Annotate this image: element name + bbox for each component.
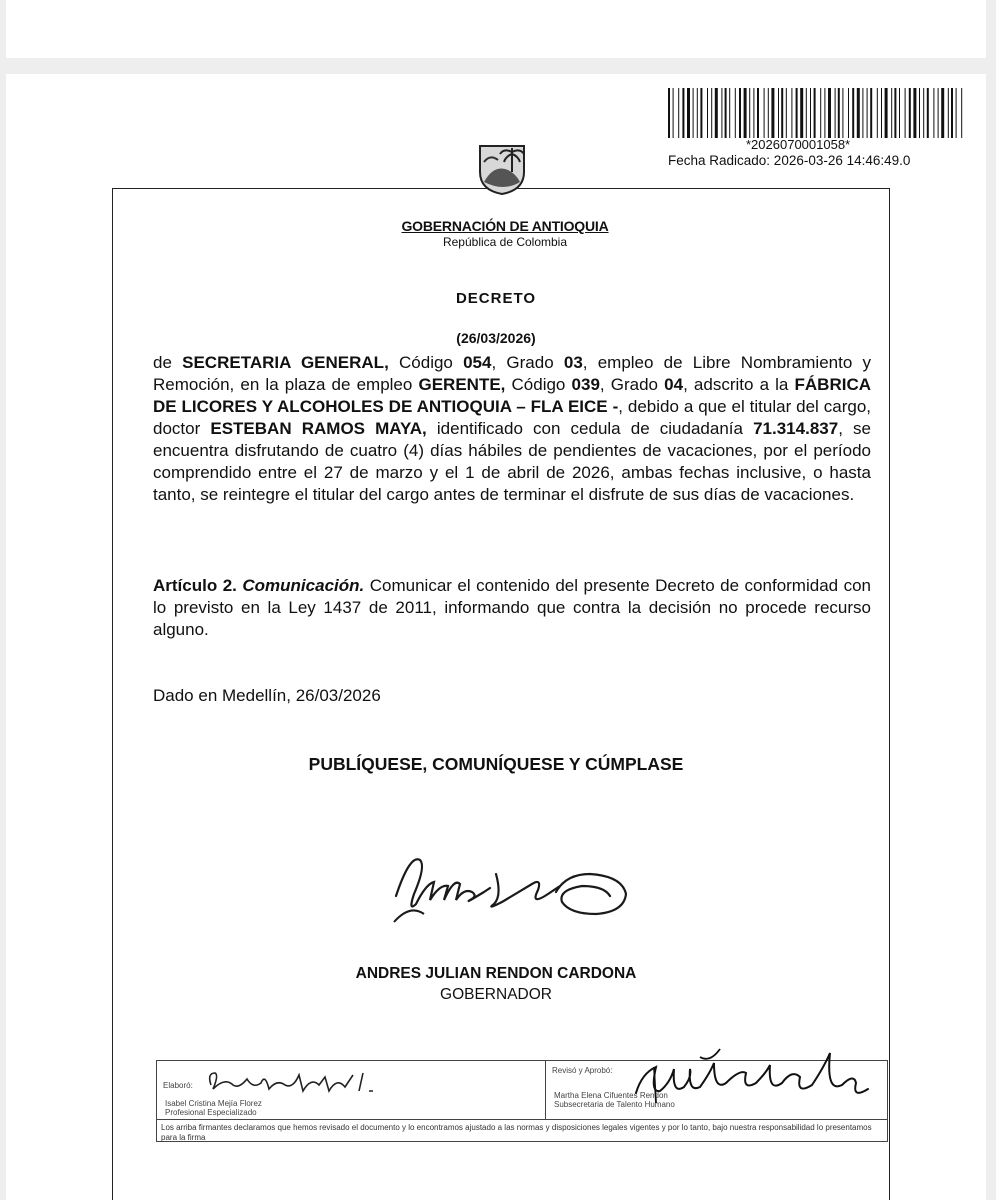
reviso-name: Martha Elena Cifuentes Rendon bbox=[554, 1091, 668, 1100]
barcode-bar bbox=[919, 88, 920, 138]
barcode-bar bbox=[877, 88, 878, 138]
barcode-bar bbox=[941, 88, 944, 138]
given-in-line: Dado en Medellín, 26/03/2026 bbox=[153, 686, 381, 705]
article-2-paragraph: Artículo 2. Comunicación. Comunicar el contenido del presente Decreto de conformidad con lo previsto en la Ley 1437 de 2011, informando que contra la decisión no procede recurso alguno. bbox=[153, 576, 872, 639]
barcode-bar bbox=[800, 88, 803, 138]
barcode-bar bbox=[707, 88, 708, 138]
barcode-bar bbox=[894, 88, 896, 138]
barcode-bar bbox=[678, 88, 679, 138]
radicado-number: *2026070001058* bbox=[746, 137, 851, 152]
barcode-bar bbox=[909, 88, 911, 138]
barcode-bar bbox=[796, 88, 798, 138]
barcode-bar bbox=[764, 88, 765, 138]
barcode-bar bbox=[693, 88, 694, 138]
elaboro-role: Profesional Especializado bbox=[165, 1108, 257, 1117]
review-disclaimer: Los arriba firmantes declaramos que hemos revisado el documento y lo encontramos ajustado a las normas y disposiciones legales vigentes y por lo tanto, bajo nuestra responsabilidad lo presentamos para la firma bbox=[161, 1123, 872, 1142]
barcode-bar bbox=[806, 88, 807, 138]
barcode-bar bbox=[781, 88, 783, 138]
radicado-date: Fecha Radicado: 2026-03-26 14:46:49.0 bbox=[668, 153, 911, 168]
reviso-cell bbox=[546, 1061, 887, 1120]
barcode-bar bbox=[739, 88, 741, 138]
barcode-bar bbox=[700, 88, 702, 138]
barcode-bar bbox=[885, 88, 888, 138]
elaboro-name: Isabel Cristina Mejía Florez bbox=[165, 1099, 262, 1108]
barcode-bar bbox=[753, 88, 754, 138]
barcode-bar bbox=[951, 88, 953, 138]
barcode-bar bbox=[697, 88, 698, 138]
reviso-role: Subsecretaria de Talento Humano bbox=[554, 1100, 675, 1109]
barcode-bar bbox=[682, 88, 684, 138]
reviso-signature bbox=[630, 1043, 880, 1113]
barcode-bar bbox=[923, 88, 924, 138]
article-1-paragraph: de SECRETARIA GENERAL, Código 054, Grado 03, empleo de Libre Nombramiento y Remoción, en la plaza de empleo GERENTE, Código 039, Grado 04, adscrito a la FÁBRICA DE LICORES Y ALCOHOLES DE ANTIOQUIA – FLA EICE -, debido a que el titular del cargo, doctor ESTEBAN RAMOS MAYA, identificado con cedula de ciudadanía 71.314.837, se encuentra disfrutando de cuatro (4) días hábiles de pendientes de vacaciones, por el período comprendido entre el 27 de marzo y el 1 de abril de 2026, ambas fechas inclusive, o hasta tanto, se reintegre el titular del cargo antes de terminar el disfrute de sus días de vacaciones. bbox=[153, 353, 872, 504]
barcode-bar bbox=[786, 88, 787, 138]
barcode-bar bbox=[867, 88, 868, 138]
barcode-bar bbox=[905, 88, 906, 138]
barcode-bar bbox=[848, 88, 849, 138]
government-title: GOBERNACIÓN DE ANTIOQUIA bbox=[401, 218, 609, 234]
barcode-bar bbox=[927, 88, 929, 138]
barcode-bar bbox=[899, 88, 900, 138]
review-approval-table bbox=[156, 1060, 888, 1142]
reviso-label: Revisó y Aprobó: bbox=[552, 1066, 613, 1075]
barcode-bar bbox=[771, 88, 774, 138]
antioquia-shield-icon bbox=[474, 142, 530, 196]
barcode-bar bbox=[729, 88, 730, 138]
barcode-bar bbox=[725, 88, 727, 138]
governor-signature bbox=[390, 844, 640, 934]
barcode-bar bbox=[744, 88, 747, 138]
barcode-bar bbox=[857, 88, 860, 138]
barcode-bar bbox=[814, 88, 816, 138]
barcode-bar bbox=[778, 88, 779, 138]
decree-date: (26/03/2026) bbox=[456, 330, 536, 346]
barcode-bar bbox=[838, 88, 840, 138]
barcode-bar bbox=[933, 88, 934, 138]
barcode-bar bbox=[715, 88, 718, 138]
barcode-bar bbox=[948, 88, 949, 138]
document-page bbox=[6, 74, 986, 1200]
barcode-bar bbox=[852, 88, 854, 138]
government-subtitle: República de Colombia bbox=[442, 235, 568, 249]
previous-page-fragment bbox=[6, 0, 986, 58]
barcode-bar bbox=[687, 88, 690, 138]
barcode-bar bbox=[881, 88, 882, 138]
barcode-bar bbox=[835, 88, 836, 138]
barcode-bar bbox=[891, 88, 892, 138]
decree-title: DECRETO bbox=[455, 290, 537, 307]
publish-formula: PUBLÍQUESE, COMUNÍQUESE Y CÚMPLASE bbox=[308, 754, 684, 774]
barcode-bar bbox=[791, 88, 792, 138]
barcode-bar bbox=[721, 88, 722, 138]
barcode-bar bbox=[870, 88, 872, 138]
barcode-bar bbox=[842, 88, 843, 138]
barcode-bar bbox=[913, 88, 916, 138]
barcode-bar bbox=[862, 88, 863, 138]
barcode-bar bbox=[961, 88, 962, 138]
signer-role: GOBERNADOR bbox=[440, 986, 552, 1003]
barcode-bar bbox=[820, 88, 821, 138]
barcode-bar bbox=[673, 88, 674, 138]
barcode-bar bbox=[757, 88, 759, 138]
signer-name: ANDRES JULIAN RENDON CARDONA bbox=[355, 965, 637, 982]
barcode-bar bbox=[956, 88, 957, 138]
barcode-bar bbox=[711, 88, 712, 138]
barcode-icon bbox=[666, 88, 968, 138]
barcode-bar bbox=[828, 88, 831, 138]
barcode-bar bbox=[824, 88, 825, 138]
barcode-bar bbox=[810, 88, 811, 138]
elaboro-signature bbox=[203, 1065, 403, 1099]
barcode-bar bbox=[735, 88, 736, 138]
barcode-bar bbox=[938, 88, 939, 138]
elaboro-cell bbox=[157, 1061, 546, 1120]
barcode-bar bbox=[768, 88, 769, 138]
barcode-bar bbox=[668, 88, 670, 138]
elaboro-label: Elaboró: bbox=[163, 1081, 193, 1090]
barcode-bar bbox=[749, 88, 750, 138]
